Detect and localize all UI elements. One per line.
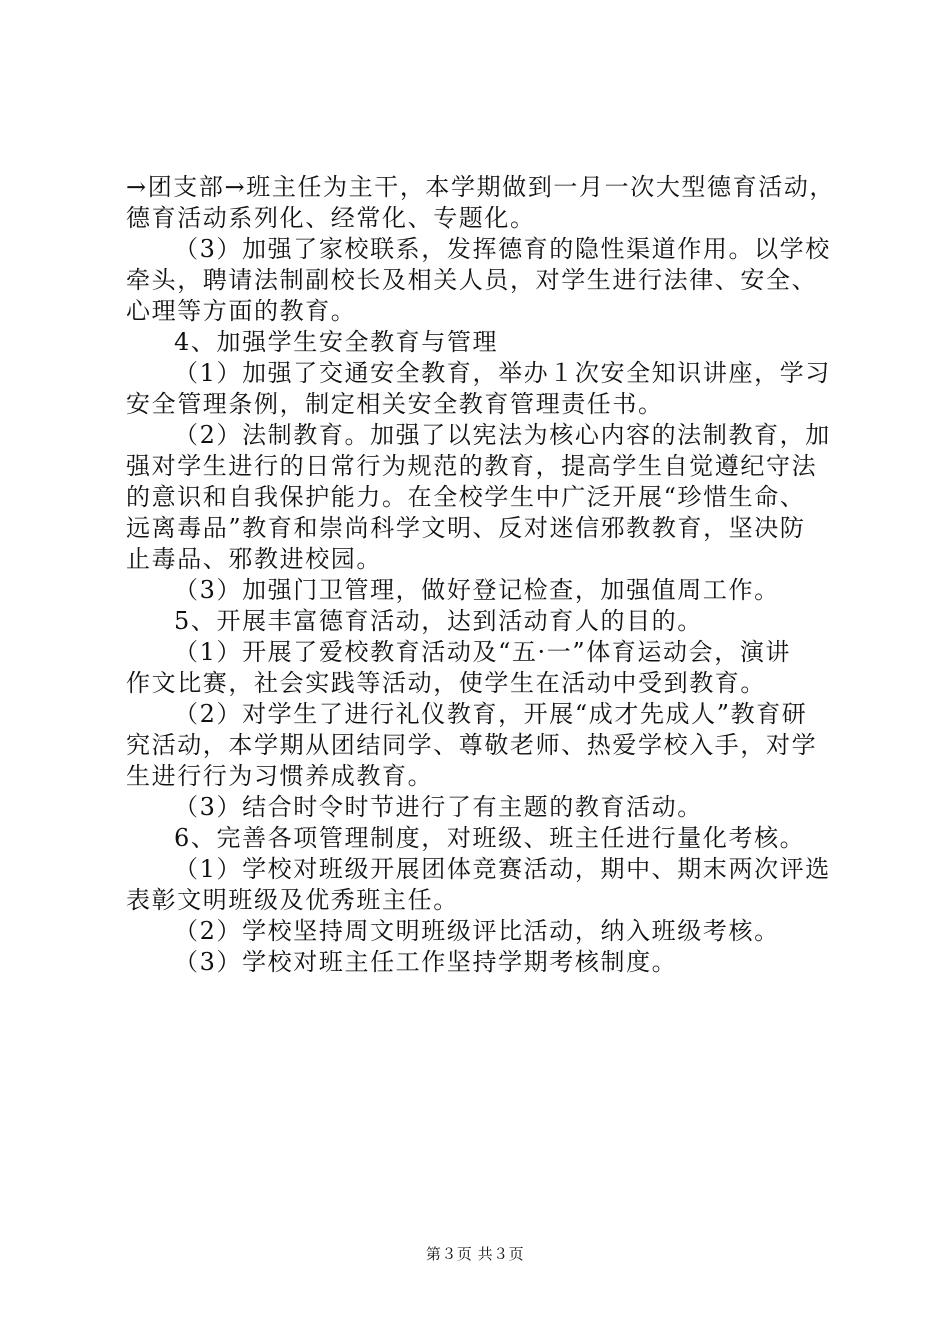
text-line: 究活动，本学期从团结同学、尊敬老师、热爱学校入手，对学 <box>126 731 818 759</box>
text-line: 强对学生进行的日常行为规范的教育，提高学生自觉遵纪守法 <box>126 452 818 480</box>
text-line: 作文比赛，社会实践等活动，使学生在活动中受到教育。 <box>126 669 766 697</box>
text-line: （3）加强了家校联系，发挥德育的隐性渠道作用。以学校 <box>174 235 831 263</box>
text-line: （1）学校对班级开展团体竞赛活动，期中、期末两次评选 <box>174 855 831 883</box>
text-line: 4、加强学生安全教育与管理 <box>174 328 499 356</box>
text-line: 6、完善各项管理制度，对班级、班主任进行量化考核。 <box>174 824 806 852</box>
text-line: （2）对学生了进行礼仪教育，开展“成才先成人”教育研 <box>174 700 808 728</box>
document-body <box>126 172 836 978</box>
text-line: 的意识和自我保护能力。在全校学生中广泛开展“珍惜生命、 <box>126 483 806 511</box>
text-line: 安全管理条例，制定相关安全教育管理责任书。 <box>126 390 664 418</box>
text-line: 远离毒品”教育和崇尚科学文明、反对迷信邪教教育，坚决防 <box>126 514 806 542</box>
text-line: 生进行行为习惯养成教育。 <box>126 762 434 790</box>
page-footer: 第３页 共３页 <box>425 1245 525 1263</box>
text-line: 止毒品、邪教进校园。 <box>126 545 382 573</box>
text-line: （3）学校对班主任工作坚持学期考核制度。 <box>174 948 678 976</box>
text-line: （1）加强了交通安全教育，举办１次安全知识讲座，学习 <box>174 359 831 387</box>
text-line: （3）加强门卫管理，做好登记检查，加强值周工作。 <box>174 576 780 604</box>
text-line: 5、开展丰富德育活动，达到活动育人的目的。 <box>174 607 703 635</box>
text-line: （3）结合时令时节进行了有主题的教育活动。 <box>174 793 703 821</box>
text-line: 心理等方面的教育。 <box>126 297 357 325</box>
text-line: （2）法制教育。加强了以宪法为核心内容的法制教育，加 <box>174 421 831 449</box>
text-line: 德育活动系列化、经常化、专题化。 <box>126 204 536 232</box>
text-line: （1）开展了爱校教育活动及“五·一”体育运动会，演讲 <box>174 638 792 666</box>
text-line: 牵头，聘请法制副校长及相关人员，对学生进行法律、安全、 <box>126 266 818 294</box>
text-line: →团支部→班主任为主干，本学期做到一月一次大型德育活动， <box>126 173 836 201</box>
text-line: 表彰文明班级及优秀班主任。 <box>126 886 459 914</box>
text-line: （2）学校坚持周文明班级评比活动，纳入班级考核。 <box>174 917 780 945</box>
